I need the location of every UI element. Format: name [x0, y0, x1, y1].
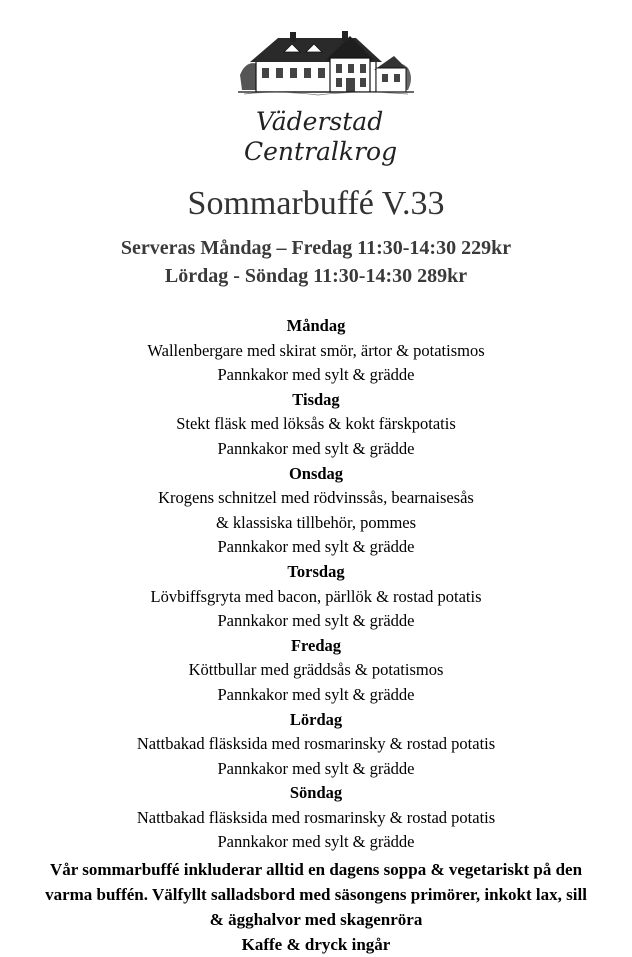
buffet-info-line: varma buffén. Välfyllt salladsbord med säsongens primörer, inkokt lax, sill — [45, 885, 587, 904]
dish-item: Pannkakor med sylt & grädde — [217, 365, 415, 385]
logo-line-2: Centralkrog — [244, 137, 398, 166]
day-heading: Lördag — [289, 709, 343, 729]
restaurant-logo — [238, 30, 414, 172]
day-block — [0, 388, 632, 462]
dish-item: Pannkakor med sylt & grädde — [217, 611, 415, 631]
coffee-included: Kaffe & dryck ingår — [241, 935, 391, 954]
menu-list — [0, 314, 632, 855]
buffet-info-line: & ägghalvor med skagenröra — [209, 910, 423, 929]
page-title: Sommarbuffé V.33 — [187, 185, 445, 222]
dish-item: Pannkakor med sylt & grädde — [217, 684, 415, 704]
day-block — [0, 314, 632, 388]
dish-item: Nattbakad fläsksida med rosmarinsky & rostad potatis — [136, 734, 496, 754]
dish-item: Krogens schnitzel med rödvinssås, bearnaisesås — [158, 488, 474, 508]
day-block — [0, 560, 632, 634]
dish-item: Pannkakor med sylt & grädde — [217, 537, 415, 557]
day-block — [0, 462, 632, 560]
day-heading: Onsdag — [288, 463, 344, 483]
house-illustration — [238, 30, 414, 172]
buffet-info — [0, 857, 632, 957]
dish-item: Pannkakor med sylt & grädde — [217, 438, 415, 458]
dish-item: Köttbullar med gräddsås & potatismos — [188, 660, 444, 680]
buffet-info-line: Vår sommarbuffé inkluderar alltid en dagens soppa & vegetariskt på den — [49, 860, 583, 879]
day-block — [0, 781, 632, 855]
dish-item: Nattbakad fläsksida med rosmarinsky & rostad potatis — [136, 807, 496, 827]
day-heading: Fredag — [290, 635, 342, 655]
dish-item: Pannkakor med sylt & grädde — [217, 832, 415, 852]
dish-item: Stekt fläsk med löksås & kokt färskpotatis — [176, 414, 456, 434]
dish-item: Wallenbergare med skirat smör, ärtor & potatismos — [147, 340, 485, 360]
dish-item: Lövbiffsgryta med bacon, pärllök & rostad potatis — [150, 586, 482, 606]
dish-item: Pannkakor med sylt & grädde — [217, 758, 415, 778]
day-heading: Torsdag — [287, 561, 345, 581]
logo-line-1: Väderstad — [256, 107, 384, 136]
dish-item: & klassiska tillbehör, pommes — [215, 512, 417, 532]
serving-weekdays: Serveras Måndag – Fredag 11:30-14:30 229kr — [120, 237, 512, 259]
day-heading: Söndag — [289, 783, 343, 803]
day-heading: Tisdag — [292, 389, 340, 409]
serving-weekend: Lördag - Söndag 11:30-14:30 289kr — [164, 265, 468, 287]
day-block — [0, 634, 632, 708]
day-heading: Måndag — [286, 316, 346, 335]
day-block — [0, 708, 632, 782]
